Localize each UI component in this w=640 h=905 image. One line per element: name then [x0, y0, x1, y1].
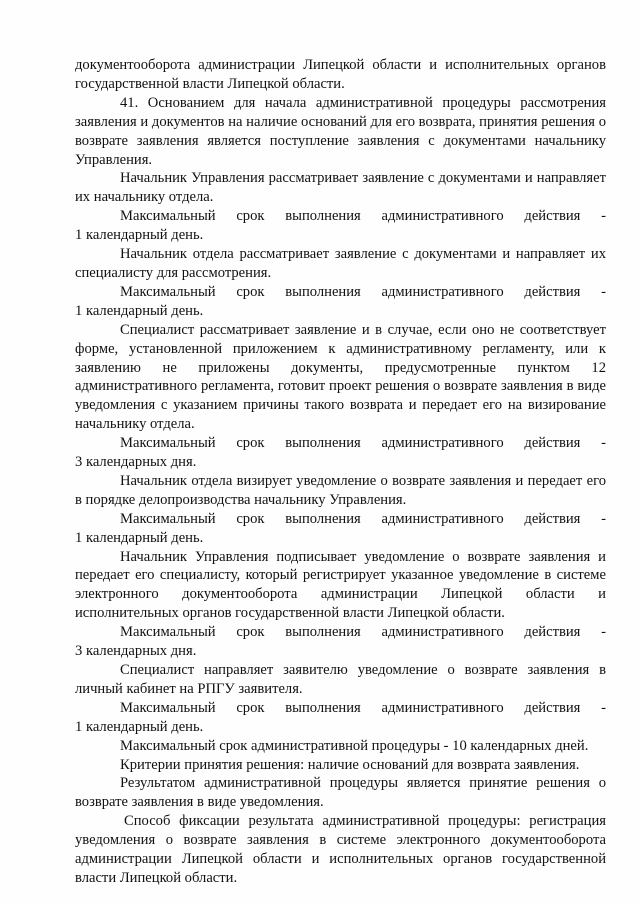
max-term-value: 1 календарный день.	[75, 227, 204, 244]
paragraph-specialist-sends: Специалист направляет заявителю уведомление о возврате заявления в личный кабинет на РПГУ заявителя.	[75, 662, 606, 697]
paragraph-dept-head-review: Начальник отдела рассматривает заявление с документами и направляет их специалисту для рассмотрения.	[75, 246, 606, 281]
max-term-label: Максимальный срок выполнения административного действия -	[120, 699, 606, 716]
paragraph-item-41: 41. Основанием для начала административной процедуры рассмотрения заявления и документов на наличие оснований для его возврата, принятия решения о возврате заявления является поступление заявления с документами начальнику Управления.	[75, 94, 606, 168]
max-term-label: Максимальный срок выполнения административного действия -	[120, 208, 606, 225]
max-term-value: 1 календарный день.	[75, 529, 204, 546]
paragraph-dept-head-approval: Начальник отдела визирует уведомление о возврате заявления и передает его в порядке делопроизводства начальнику Управления.	[75, 472, 606, 508]
paragraph-head-signature: Начальник Управления подписывает уведомление о возврате заявления и передает его специалисту, который регистрирует указанное уведомление в системе электронного документооборота администрации Липецкой области и исполнительных органов государственной власти Липецкой области.	[75, 548, 606, 622]
max-term-value: 1 календарный день.	[75, 718, 204, 735]
max-term-label: Максимальный срок выполнения административного действия -	[120, 283, 606, 300]
paragraph-result-recording: Способ фиксации результата административной процедуры: регистрация уведомления о возврате заявления в системе электронного документооборота администрации Липецкой области и исполнительных органов государственной власти Липецкой области.	[75, 813, 606, 886]
document-body	[75, 56, 606, 888]
max-term-value: 3 календарных дня.	[75, 454, 197, 471]
paragraph-procedure-result: Результатом административной процедуры является принятие решения о возврате заявления в виде уведомления.	[75, 775, 606, 811]
max-term-label: Максимальный срок выполнения административного действия -	[120, 510, 606, 527]
paragraph-max-procedure-term: Максимальный срок административной процедуры - 10 календарных дней.	[120, 737, 589, 754]
paragraph-decision-criteria: Критерии принятия решения: наличие оснований для возврата заявления.	[120, 756, 580, 773]
paragraph-specialist-review: Специалист рассматривает заявление и в случае, если оно не соответствует форме, установленной приложением к административному регламенту, или к заявлению не приложены документы, предусмотренные пунктом 12 административного регламента, готовит проект решения о возврате заявления в виде уведомления с указанием причины такого возврата и передает его на визирование начальнику отдела.	[75, 321, 606, 433]
max-term-value: 1 календарный день.	[75, 302, 204, 319]
max-term-label: Максимальный срок выполнения административного действия -	[120, 624, 606, 641]
max-term-label: Максимальный срок выполнения административного действия -	[120, 435, 606, 452]
paragraph-head-review: Начальник Управления рассматривает заявление с документами и направляет их начальнику отдела.	[75, 170, 606, 206]
paragraph-continuation: документооборота администрации Липецкой области и исполнительных органов государственной власти Липецкой области.	[75, 57, 606, 92]
max-term-value: 3 календарных дня.	[75, 643, 197, 660]
